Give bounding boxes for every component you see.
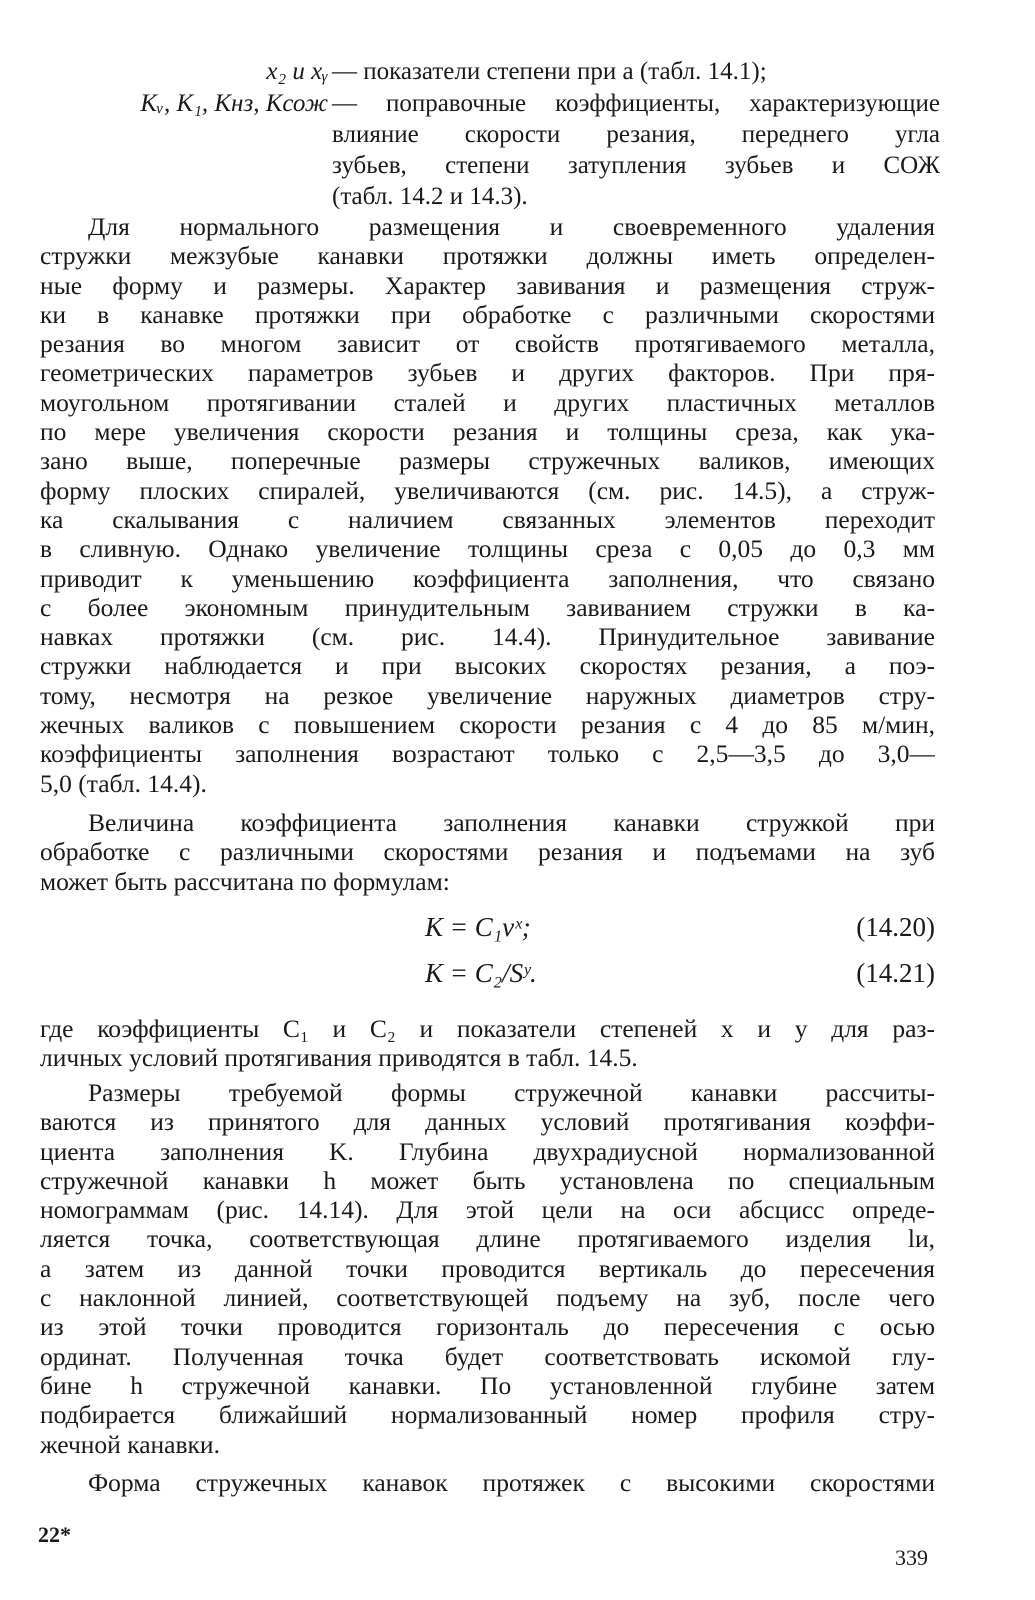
text-line: Размеры требуемой формы стружечной канавки рассчиты-: [88, 1078, 935, 1107]
text-line: стружки наблюдается и при высоких скоростях резания, а поэ-: [40, 651, 935, 681]
text-line: резания во многом зависит от свойств протягиваемого металла,: [40, 329, 935, 359]
text-line: (табл. 14.2 и 14.3).: [332, 183, 528, 210]
signature-mark: 22*: [38, 1522, 71, 1547]
text-line: влияние скорости резания, переднего угла: [332, 121, 940, 148]
text-line: с наклонной линией, соответствующей подъему на зуб, после чего: [40, 1283, 935, 1313]
text-line: навках протяжки (см. рис. 14.4). Принудительное завивание: [40, 622, 935, 652]
text-line: ки в канавке протяжки при обработке с различными скоростями: [40, 299, 935, 329]
formula-number: (14.21): [856, 958, 935, 988]
definition-term: Kᵥ, K₁, Kнз, Kсож: [140, 90, 328, 117]
page-number: 339: [895, 1545, 928, 1570]
text-line: моугольном протягивании сталей и других пластичных металлов: [40, 387, 935, 417]
text-line: — поправочные коэффициенты, характеризующие: [332, 90, 940, 117]
text-line: коэффициенты заполнения возрастают только с 2,5—3,5 до 3,0—: [40, 739, 935, 769]
text-line: бине h стружечной канавки. По установленной глубине затем: [40, 1370, 935, 1400]
text-line: по мере увеличения скорости резания и толщины среза, как ука-: [40, 417, 935, 447]
text-line: номограммам (рис. 14.14). Для этой цели на оси абсцисс опреде-: [40, 1195, 935, 1225]
text-line: стружечной канавки h может быть установлена по специальным: [40, 1165, 935, 1195]
paragraph-2: [40, 808, 935, 896]
formula-number: (14.20): [856, 912, 935, 942]
formula-14-21: [40, 958, 935, 994]
text-line: обработке с различными скоростями резания и подъемами на зуб: [40, 837, 935, 867]
text-line: ординат. Полученная точка будет соответствовать искомой глу-: [40, 1341, 935, 1371]
definition-desc: [332, 88, 940, 212]
text-line: 5,0 (табл. 14.4).: [40, 768, 207, 798]
definition-desc: [332, 56, 940, 87]
text-line: геометрических параметров зубьев и других факторов. При пря-: [40, 358, 935, 388]
text-line: Величина коэффициента заполнения канавки стружкой при: [88, 808, 935, 837]
paragraph-1: [40, 212, 935, 798]
paragraph-3: [40, 1014, 935, 1073]
text-line: с более экономным принудительным завиванием стружки в ка-: [40, 592, 935, 622]
text-line: подбирается ближайший нормализованный номер профиля стру-: [40, 1400, 935, 1430]
text-line: — показатели степени при a (табл. 14.1);: [332, 58, 767, 85]
text-line: ляется точка, соответствующая длине протягиваемого изделия lи,: [40, 1224, 935, 1254]
text-line: тому, несмотря на резкое увеличение наружных диаметров стру-: [40, 680, 935, 710]
text-line: Для нормального размещения и своевременного удаления: [88, 212, 935, 241]
definition-row: [28, 56, 940, 87]
formula-expression: K = C₂/Sʸ.: [425, 958, 537, 988]
paragraph-4: [40, 1078, 935, 1459]
text-line: может быть рассчитана по формулам:: [40, 866, 450, 896]
text-line: а затем из данной точки проводится вертикаль до пересечения: [40, 1253, 935, 1283]
text-line: циента заполнения K. Глубина двухрадиусной нормализованной: [40, 1136, 935, 1166]
text-line: приводит к уменьшению коэффициента заполнения, что связано: [40, 563, 935, 593]
text-line: личных условий протягивания приводятся в табл. 14.5.: [40, 1043, 638, 1073]
text-line: жечной канавки.: [40, 1429, 220, 1459]
text-line: ка скалывания с наличием связанных элементов переходит: [40, 504, 935, 534]
formula-14-20: [40, 912, 935, 948]
text-line: Форма стружечных канавок протяжек с высокими скоростями: [88, 1468, 935, 1497]
text-line: стружки межзубые канавки протяжки должны иметь определен-: [40, 241, 935, 271]
text-line: из этой точки проводится горизонталь до пересечения с осью: [40, 1312, 935, 1342]
text-line: форму плоских спиралей, увеличиваются (см. рис. 14.5), а струж-: [40, 475, 935, 505]
formula-expression: K = C₁vˣ;: [425, 912, 531, 942]
text-line: зубьев, степени затупления зубьев и СОЖ: [332, 152, 940, 179]
text-line: зано выше, поперечные размеры стружечных валиков, имеющих: [40, 446, 935, 476]
text-line: ваются из принятого для данных условий протягивания коэффи-: [40, 1107, 935, 1137]
paragraph-5: [40, 1468, 935, 1497]
text-line: жечных валиков с повышением скорости резания с 4 до 85 м/мин,: [40, 710, 935, 740]
definition-row: [28, 88, 940, 212]
text-line: в сливную. Однако увеличение толщины среза с 0,05 до 0,3 мм: [40, 534, 935, 564]
text-line: где коэффициенты C₁ и C₂ и показатели степеней x и y для раз-: [40, 1014, 935, 1043]
definitions-block: [28, 56, 940, 213]
definition-term: x₂ и xᵧ: [266, 58, 328, 85]
text-line: ные форму и размеры. Характер завивания и размещения струж-: [40, 270, 935, 300]
